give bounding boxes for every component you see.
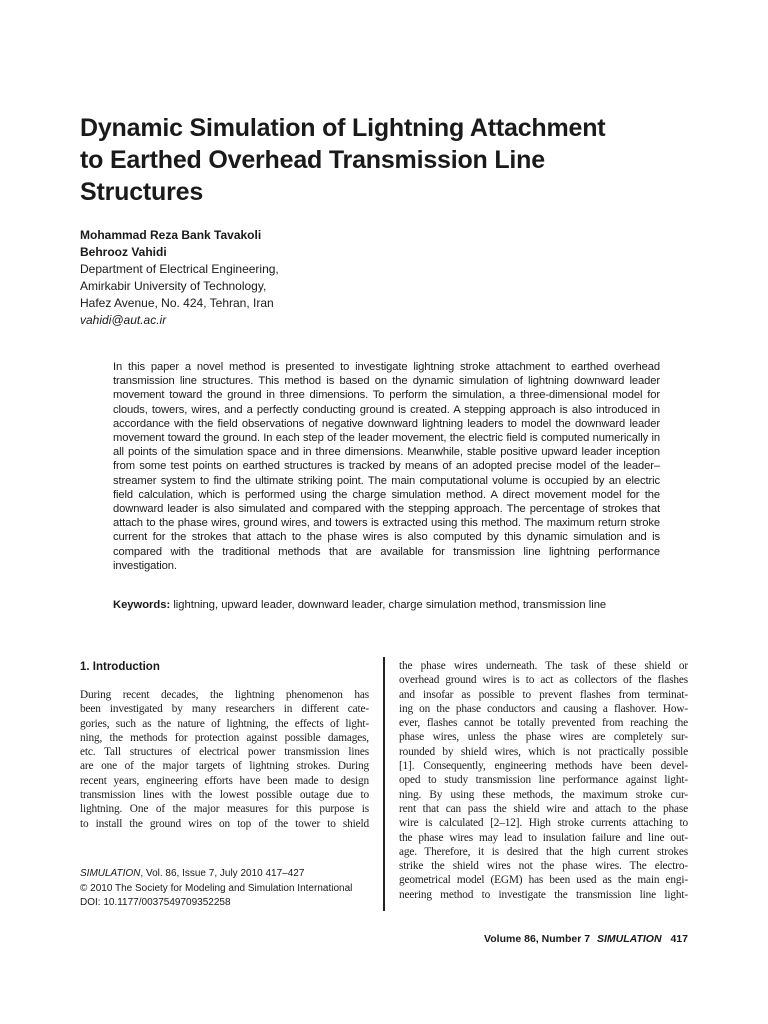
text-line: [1]. Consequently, engineering methods have been devel-: [399, 760, 688, 773]
abstract: In this paper a novel method is presented to investigate lightning stroke attachment to earthed overhead transmission line structures. This method is based on the dynamic simulation of lightning downward leader movement toward the ground in three dimensions. To perform the simulation, a three-dimensional model for clouds, towers, wires, and a perfectly conducting ground is created. A stepping approach is also introduced in accordance with the field observations of negative downward lightning leaders to model the downward leader movement toward the ground. In each step of the leader movement, the electric field is computed numerically in all points of the simulation space and in three dimensions. Meanwhile, stable positive upward leader inception from some test points on earthed structures is tracked by means of an adopted precise model of the leader–streamer system to find the ultimate striking point. The main computational volume is occupied by an electric field calculation, which is performed using the charge simulation method. A direct movement model for the downward leader is also simulated and compared with the stepping approach. The percentage of strokes that attach to the phase wires, ground wires, and towers is extracted using this method. The maximum return stroke current for the strokes that attach to the phase wires is also computed by this dynamic simulation and is compared with the traditional methods that are available for transmission line lightning performance investigation.: [113, 361, 660, 572]
text-line: age. Therefore, it is desired that the high current strokes: [399, 845, 688, 858]
text-line: transmission lines with the lowest possible outage due to: [80, 789, 369, 802]
keywords-text: lightning, upward leader, downward leader, charge simulation method, transmission line: [173, 599, 607, 611]
page-footer: [484, 933, 688, 945]
text-line: rounded by shield wires, which is not practically possible: [399, 745, 688, 758]
section-heading: 1. Introduction: [80, 661, 160, 673]
text-line: to install the ground wires on top of the tower to shield: [80, 817, 369, 830]
column-divider: [383, 657, 385, 911]
text-line: rent that can pass the shield wire and attach to the phase: [399, 802, 688, 815]
author-name: Mohammad Reza Bank Tavakoli: [80, 228, 262, 242]
text-line: are one of the major targets of lightning strokes. During: [80, 760, 369, 773]
title-line: to Earthed Overhead Transmission Line: [80, 146, 545, 174]
text-line: During recent decades, the lightning phenomenon has: [80, 689, 369, 701]
keywords-label: Keywords:: [113, 599, 171, 611]
text-line: geometrical model (EGM) has been used as the main engi-: [399, 874, 688, 887]
text-line: and insofar as possible to prevent flashes from terminat-: [399, 688, 688, 701]
citation-journal: SIMULATION: [80, 868, 141, 879]
text-line: overhead ground wires is to act as collectors of the flashes: [399, 674, 688, 687]
text-line: neering method to investigate the transmission line light-: [399, 888, 688, 901]
affiliation-line: Department of Electrical Engineering,: [80, 262, 279, 276]
title-line: Structures: [80, 178, 204, 206]
keywords: [113, 598, 673, 612]
copyright-line: © 2010 The Society for Modeling and Simulation International: [80, 882, 353, 894]
text-line: ning. By using these methods, the maximum stroke cur-: [399, 788, 688, 801]
paper-title: [80, 112, 720, 208]
author-name: Behrooz Vahidi: [80, 245, 167, 259]
author-block: [80, 227, 480, 329]
citation-line: [80, 867, 380, 882]
text-line: etc. Tall structures of electrical power transmission lines: [80, 746, 369, 759]
text-line: phase wires, unless the phase wires are completely sur-: [399, 731, 688, 744]
footer-journal: SIMULATION: [596, 933, 662, 945]
title-line: Dynamic Simulation of Lightning Attachment: [80, 114, 606, 142]
text-line: wire is calculated [2–12]. High stroke currents attaching to: [399, 817, 688, 830]
affiliation-line: Amirkabir University of Technology,: [80, 279, 267, 293]
right-column-text: [399, 659, 688, 902]
text-line: lightning. One of the major measures for this purpose is: [80, 803, 369, 816]
text-line: been investigated by many researchers in different cate-: [80, 703, 369, 716]
text-line: oped to study transmission line performance against light-: [399, 774, 688, 787]
text-line: strike the shield wires not the phase wires. The electro-: [399, 860, 688, 873]
citation-details: , Vol. 86, Issue 7, July 2010 417–427: [140, 868, 305, 879]
text-line: ing on the phase conductors and causing a flashover. How-: [399, 702, 688, 715]
text-line: ever, flashes cannot be totally prevented from reaching the: [399, 717, 688, 730]
text-line: gories, such as the nature of lightning, the effects of light-: [80, 717, 369, 730]
affiliation-line: Hafez Avenue, No. 424, Tehran, Iran: [80, 296, 274, 310]
text-line: the phase wires underneath. The task of these shield or: [399, 660, 688, 672]
text-line: recent years, engineering efforts have been made to design: [80, 774, 369, 787]
doi-line: DOI: 10.1177/0037549709352258: [80, 897, 231, 908]
page-number: 417: [670, 933, 688, 945]
author-email: vahidi@aut.ac.ir: [80, 313, 167, 327]
citation-block: [80, 867, 380, 911]
left-column-text: [80, 688, 369, 831]
footer-volume: Volume 86, Number 7: [484, 933, 591, 945]
text-line: ning, the methods for protection against possible damages,: [80, 731, 369, 744]
text-line: the phase wires may lead to insulation failure and line out-: [399, 831, 688, 844]
